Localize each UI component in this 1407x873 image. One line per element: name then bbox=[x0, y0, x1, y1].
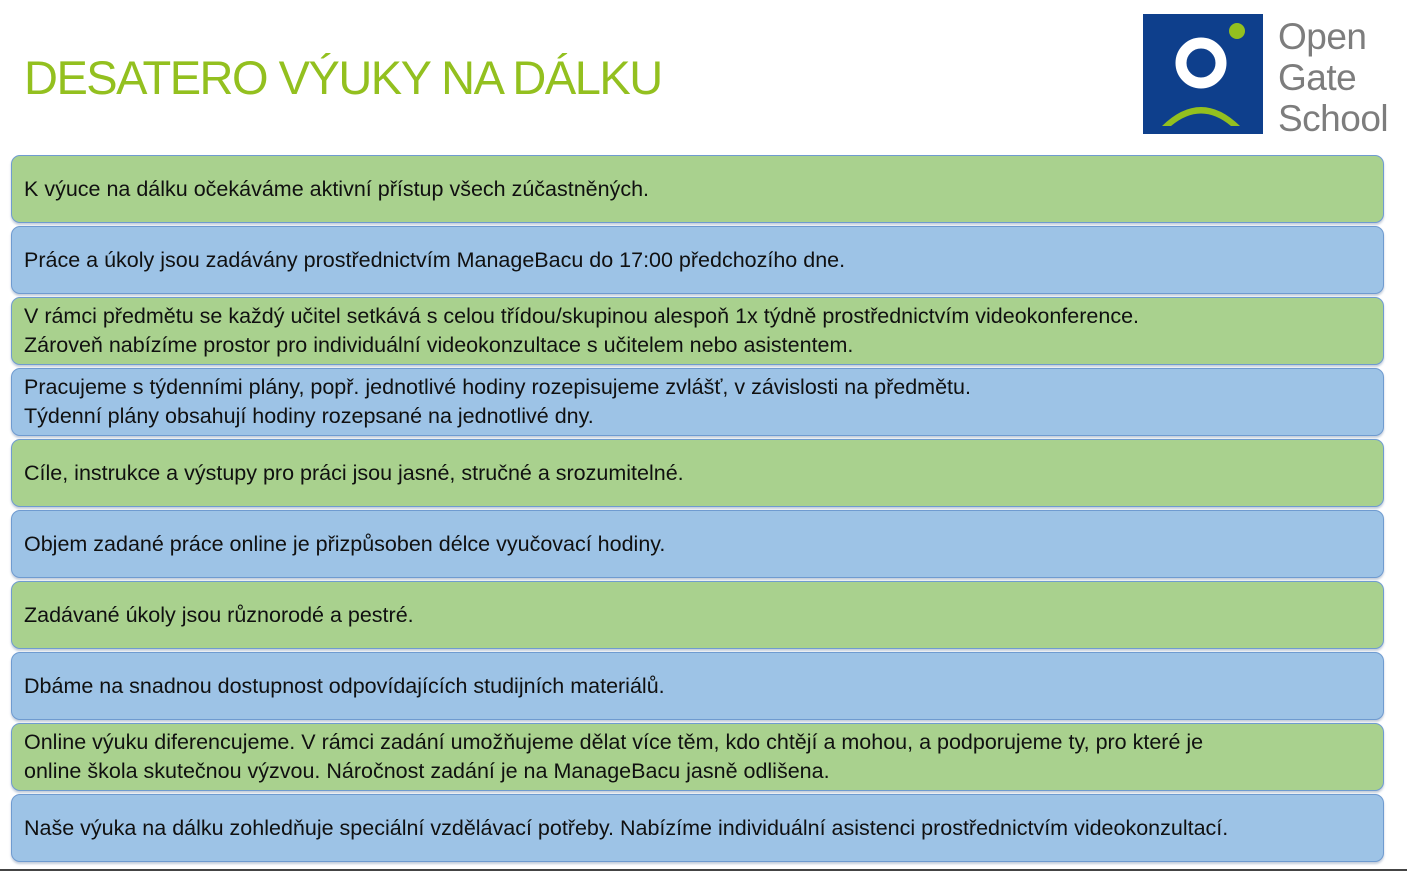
rule-item-3 bbox=[11, 297, 1384, 365]
rule-item-8 bbox=[11, 652, 1384, 720]
rule-text: Cíle, instrukce a výstupy pro práci jsou jasné, stručné a srozumitelné. bbox=[24, 460, 684, 485]
logo-word-open: Open bbox=[1278, 16, 1367, 57]
rule-item-4 bbox=[11, 368, 1384, 436]
rule-text: Online výuku diferencujeme. V rámci zadání umožňujeme dělat více těm, kdo chtějí a mohou, a podporujeme ty, pro které je online škola skutečnou výzvou. Náročnost zadání je na ManageBacu jasně odlišena. bbox=[24, 730, 1204, 783]
logo-wordmark bbox=[1278, 16, 1388, 139]
rule-text: Pracujeme s týdenními plány, popř. jednotlivé hodiny rozepisujeme zvlášť, v závislosti na předmětu. Týdenní plány obsahují hodiny rozepsané na jednotlivé dny. bbox=[24, 375, 971, 428]
rule-item-2 bbox=[11, 226, 1384, 294]
rule-text: K výuce na dálku očekáváme aktivní přístup všech zúčastněných. bbox=[24, 176, 650, 201]
rule-item-7 bbox=[11, 581, 1384, 649]
rule-item-5 bbox=[11, 439, 1384, 507]
rule-item-6 bbox=[11, 510, 1384, 578]
rule-item-9 bbox=[11, 723, 1384, 791]
open-gate-school-logo-icon bbox=[1143, 14, 1263, 134]
rule-item-10 bbox=[11, 794, 1384, 862]
slide-title: DESATERO VÝUKY NA DÁLKU bbox=[24, 51, 662, 104]
school-logo bbox=[1143, 14, 1393, 139]
bottom-divider bbox=[0, 869, 1407, 871]
logo-word-school: School bbox=[1278, 98, 1389, 139]
rules-list bbox=[11, 155, 1384, 865]
rule-text: Práce a úkoly jsou zadávány prostřednictvím ManageBacu do 17:00 předchozího dne. bbox=[24, 247, 846, 272]
logo-word-gate: Gate bbox=[1278, 57, 1357, 98]
rule-text: V rámci předmětu se každý učitel setkává s celou třídou/skupinou alespoň 1x týdně prostřednictvím videokonference. Zároveň nabízíme prostor pro individuální videokonzultace s učitelem nebo asistentem. bbox=[24, 304, 1139, 357]
rule-text: Naše výuka na dálku zohledňuje speciální vzdělávací potřeby. Nabízíme individuální asistenci prostřednictvím videokonzultací. bbox=[24, 815, 1229, 840]
rule-text: Zadávané úkoly jsou různorodé a pestré. bbox=[24, 602, 414, 627]
rule-text: Dbáme na snadnou dostupnost odpovídajících studijních materiálů. bbox=[24, 673, 665, 698]
rule-item-1 bbox=[11, 155, 1384, 223]
rule-text: Objem zadané práce online je přizpůsoben délce vyučovací hodiny. bbox=[24, 531, 666, 556]
